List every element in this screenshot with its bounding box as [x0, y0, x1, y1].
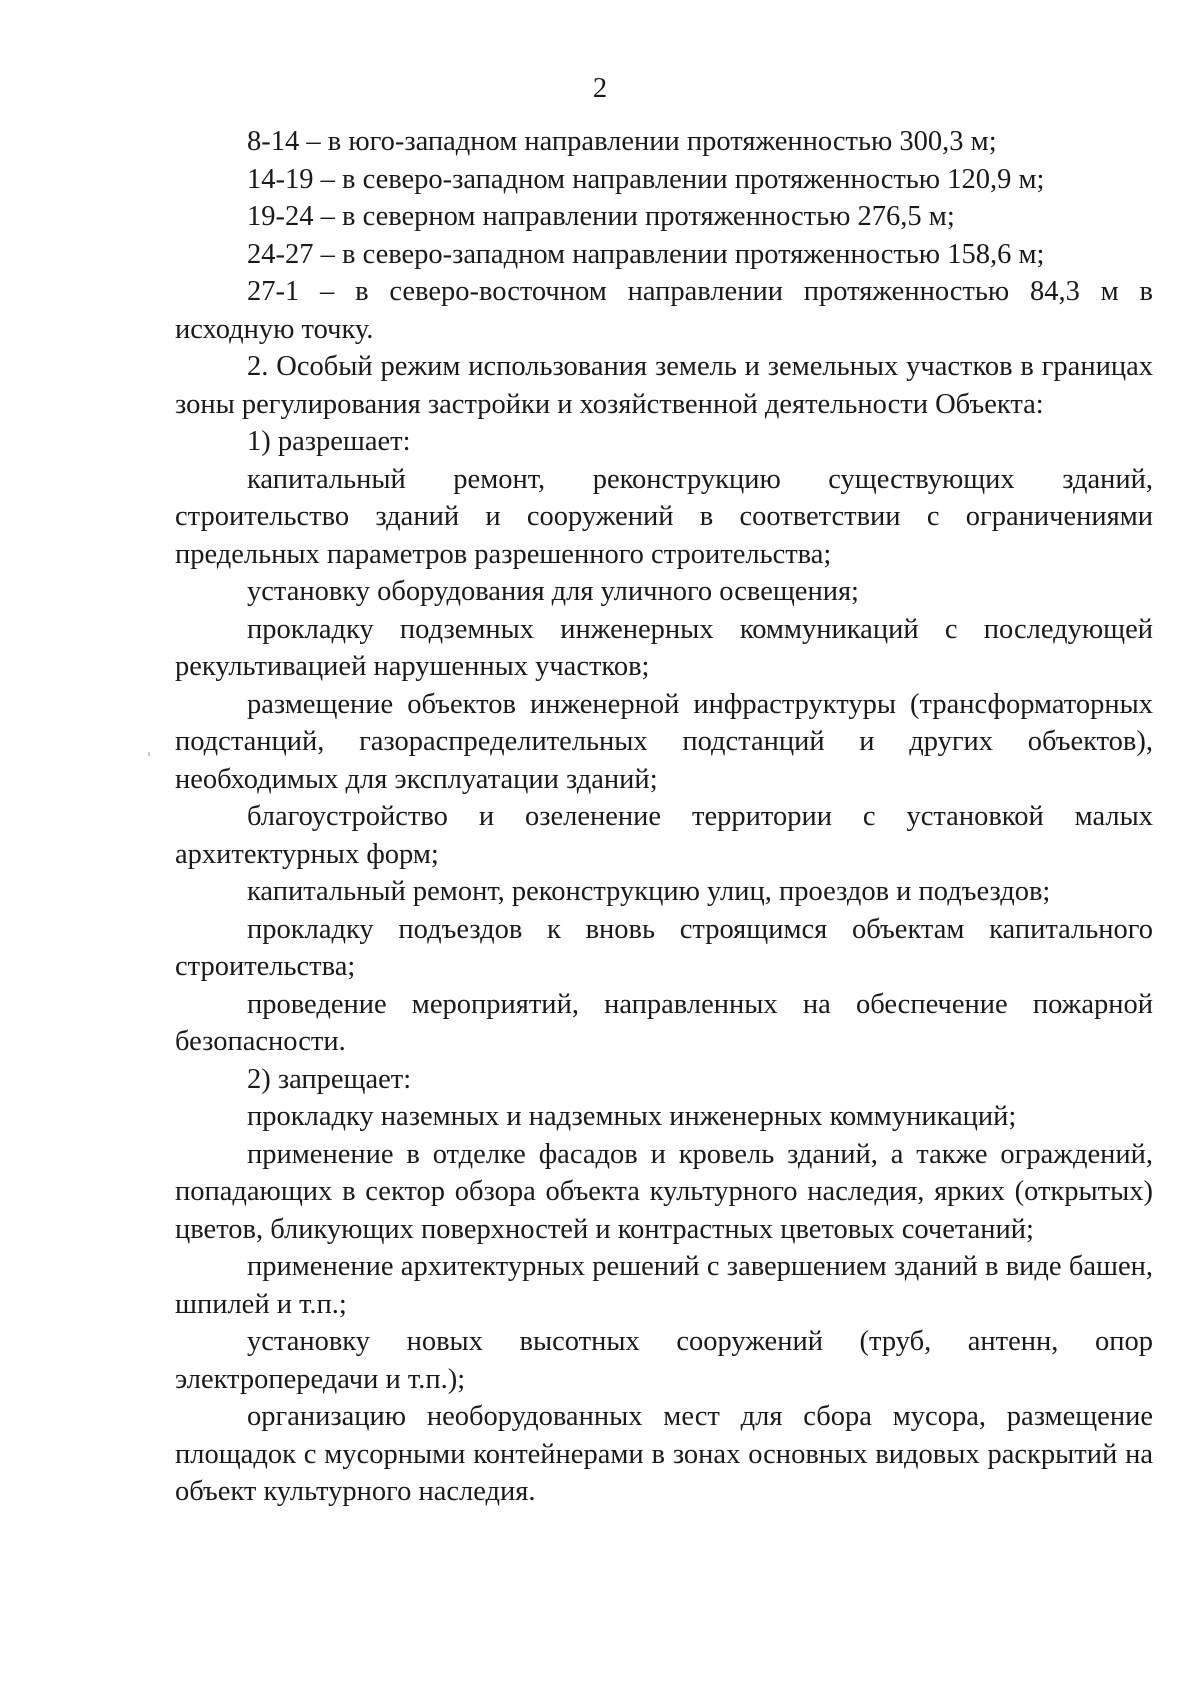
route-segment: 14-19 – в северо-западном направлении протяженностью 120,9 м; [247, 163, 1045, 195]
route-segment: 19-24 – в северном направлении протяженностью 276,5 м; [247, 201, 955, 232]
section-heading: 2. Особый режим использования земель и земельных участков в границах зоны регулирования застройки и хозяйственной деятельности Объекта: [175, 351, 1153, 420]
page-number: 2 [592, 73, 608, 104]
prohibits-label: 2) запрещает: [247, 1063, 412, 1095]
prohibited-item: установку новых высотных сооружений (труб, антенн, опор электропередачи и т.п.); [175, 1326, 1153, 1395]
route-segment: 8-14 – в юго-западном направлении протяженностью 300,3 м; [247, 126, 997, 157]
allowed-item: прокладку подъездов к вновь строящимся объектам капитального строительства; [175, 913, 1153, 982]
allowed-item: капитальный ремонт, реконструкцию существующих зданий, строительство зданий и сооружений в соответствии с ограничениями предельных параметров разрешенного строительства; [175, 463, 1153, 570]
document-body [175, 123, 1153, 1511]
allowed-item: благоустройство и озеленение территории с установкой малых архитектурных форм; [175, 801, 1153, 870]
prohibited-item: прокладку наземных и надземных инженерных коммуникаций; [247, 1101, 1017, 1132]
route-segment: 27-1 – в северо-восточном направлении протяженностью 84,3 м в исходную точку. [175, 276, 1153, 345]
allowed-item: установку оборудования для уличного освещения; [247, 576, 859, 607]
scan-artifact [148, 752, 150, 756]
prohibited-item: применение архитектурных решений с завершением зданий в виде башен, шпилей и т.п.; [175, 1251, 1153, 1320]
allows-label: 1) разрешает: [247, 426, 411, 457]
route-segment: 24-27 – в северо-западном направлении протяженностью 158,6 м; [247, 238, 1045, 270]
allowed-item: размещение объектов инженерной инфраструктуры (трансформаторных подстанций, газораспределительных подстанций и других объектов), необходимых для эксплуатации зданий; [175, 688, 1153, 795]
prohibited-item: организацию необорудованных мест для сбора мусора, размещение площадок с мусорными контейнерами в зонах основных видовых раскрытий на объект культурного наследия. [175, 1401, 1153, 1507]
allowed-item: проведение мероприятий, направленных на обеспечение пожарной безопасности. [175, 988, 1153, 1057]
allowed-item: прокладку подземных инженерных коммуникаций с последующей рекультивацией нарушенных участков; [175, 613, 1153, 682]
prohibited-item: применение в отделке фасадов и кровель зданий, а также ограждений, попадающих в сектор обзора объекта культурного наследия, ярких (открытых) цветов, бликующих поверхностей и контрастных цветовых сочетаний; [175, 1138, 1153, 1245]
allowed-item: капитальный ремонт, реконструкцию улиц, проездов и подъездов; [247, 876, 1051, 907]
